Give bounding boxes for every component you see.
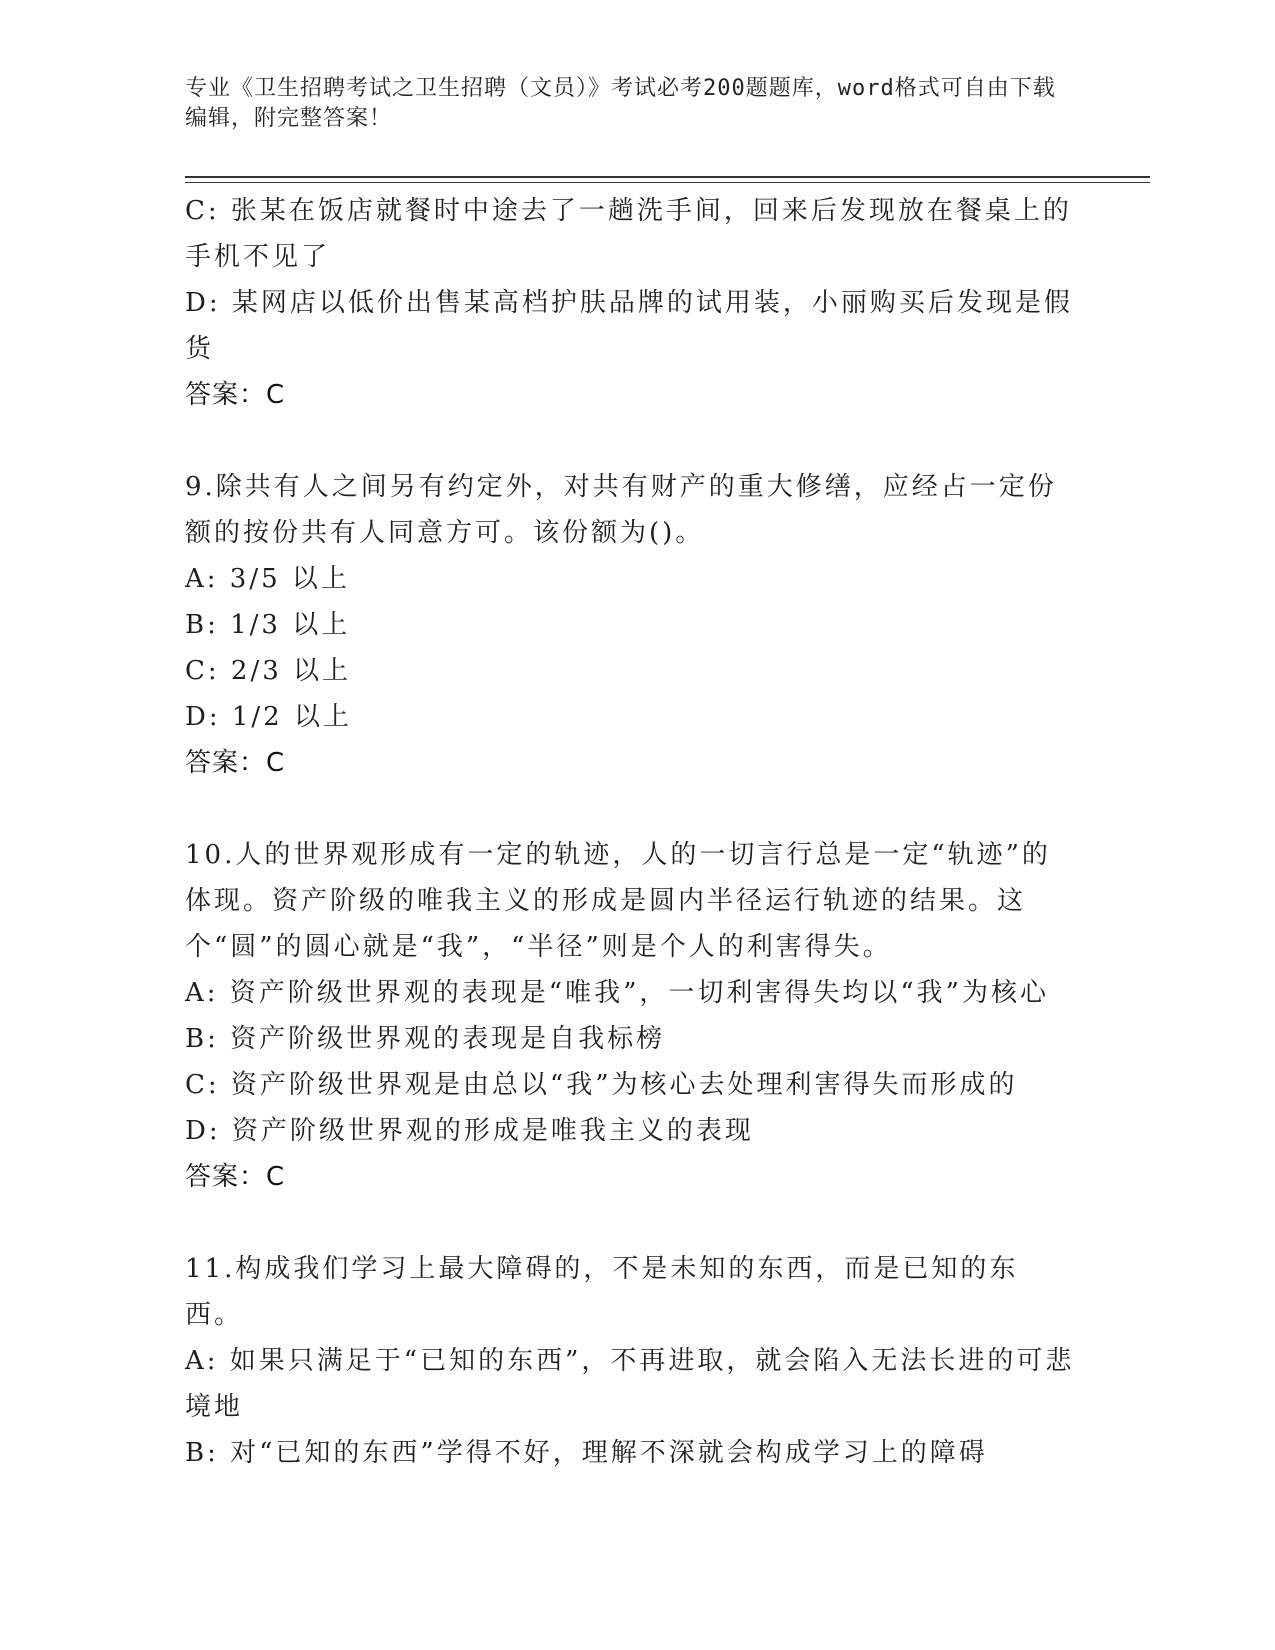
option-b: B: 资产阶级世界观的表现是自我标榜	[185, 1024, 666, 1054]
option-c: C: 张某在饭店就餐时中途去了一趟洗手间，回来后发现放在餐桌上的手机不见了	[185, 196, 1072, 272]
option-a: A: 如果只满足于“已知的东西”，不再进取，就会陷入无法长进的可悲境地	[185, 1346, 1075, 1422]
answer-line: 答案：C	[185, 748, 286, 778]
option-a: A: 资产阶级世界观的表现是“唯我”，一切利害得失均以“我”为核心	[185, 978, 1049, 1008]
header-divider-thin	[185, 182, 1150, 183]
question-stem: 11.构成我们学习上最大障碍的，不是未知的东西，而是已知的东西。	[185, 1254, 1019, 1330]
answer-line: 答案：C	[185, 380, 286, 410]
question-stem: 10.人的世界观形成有一定的轨迹，人的一切言行总是一定“轨迹”的体现。资产阶级的唯我主义的形成是圆内半径运行轨迹的结果。这个“圆”的圆心就是“我”，“半径”则是个人的利害得失。	[185, 840, 1051, 962]
option-b: B: 对“已知的东西”学得不好，理解不深就会构成学习上的障碍	[185, 1438, 988, 1468]
spacer	[185, 418, 1075, 464]
document-header: 专业《卫生招聘考试之卫生招聘（文员）》考试必考200题题库，word格式可自由下载编辑，附完整答案！	[185, 76, 1056, 131]
option-c: C: 资产阶级世界观是由总以“我”为核心去处理利害得失而形成的	[185, 1070, 1018, 1100]
header-divider-thick	[185, 176, 1150, 178]
option-d: D: 某网店以低价出售某高档护肤品牌的试用装，小丽购买后发现是假货	[185, 288, 1073, 364]
question-9	[185, 464, 1075, 786]
option-c: C: 2/3 以上	[185, 656, 352, 686]
answer-line: 答案：C	[185, 1162, 286, 1192]
option-d: D: 1/2 以上	[185, 702, 352, 732]
option-d: D: 资产阶级世界观的形成是唯我主义的表现	[185, 1116, 754, 1146]
question-11	[185, 1246, 1075, 1476]
option-a: A: 3/5 以上	[185, 564, 350, 594]
option-b: B: 1/3 以上	[185, 610, 351, 640]
question-content	[185, 188, 1075, 1476]
spacer	[185, 1200, 1075, 1246]
question-10	[185, 832, 1075, 1200]
spacer	[185, 786, 1075, 832]
question-8	[185, 188, 1075, 418]
question-stem: 9.除共有人之间另有约定外，对共有财产的重大修缮，应经占一定份额的按份共有人同意方可。该份额为()。	[185, 472, 1057, 548]
